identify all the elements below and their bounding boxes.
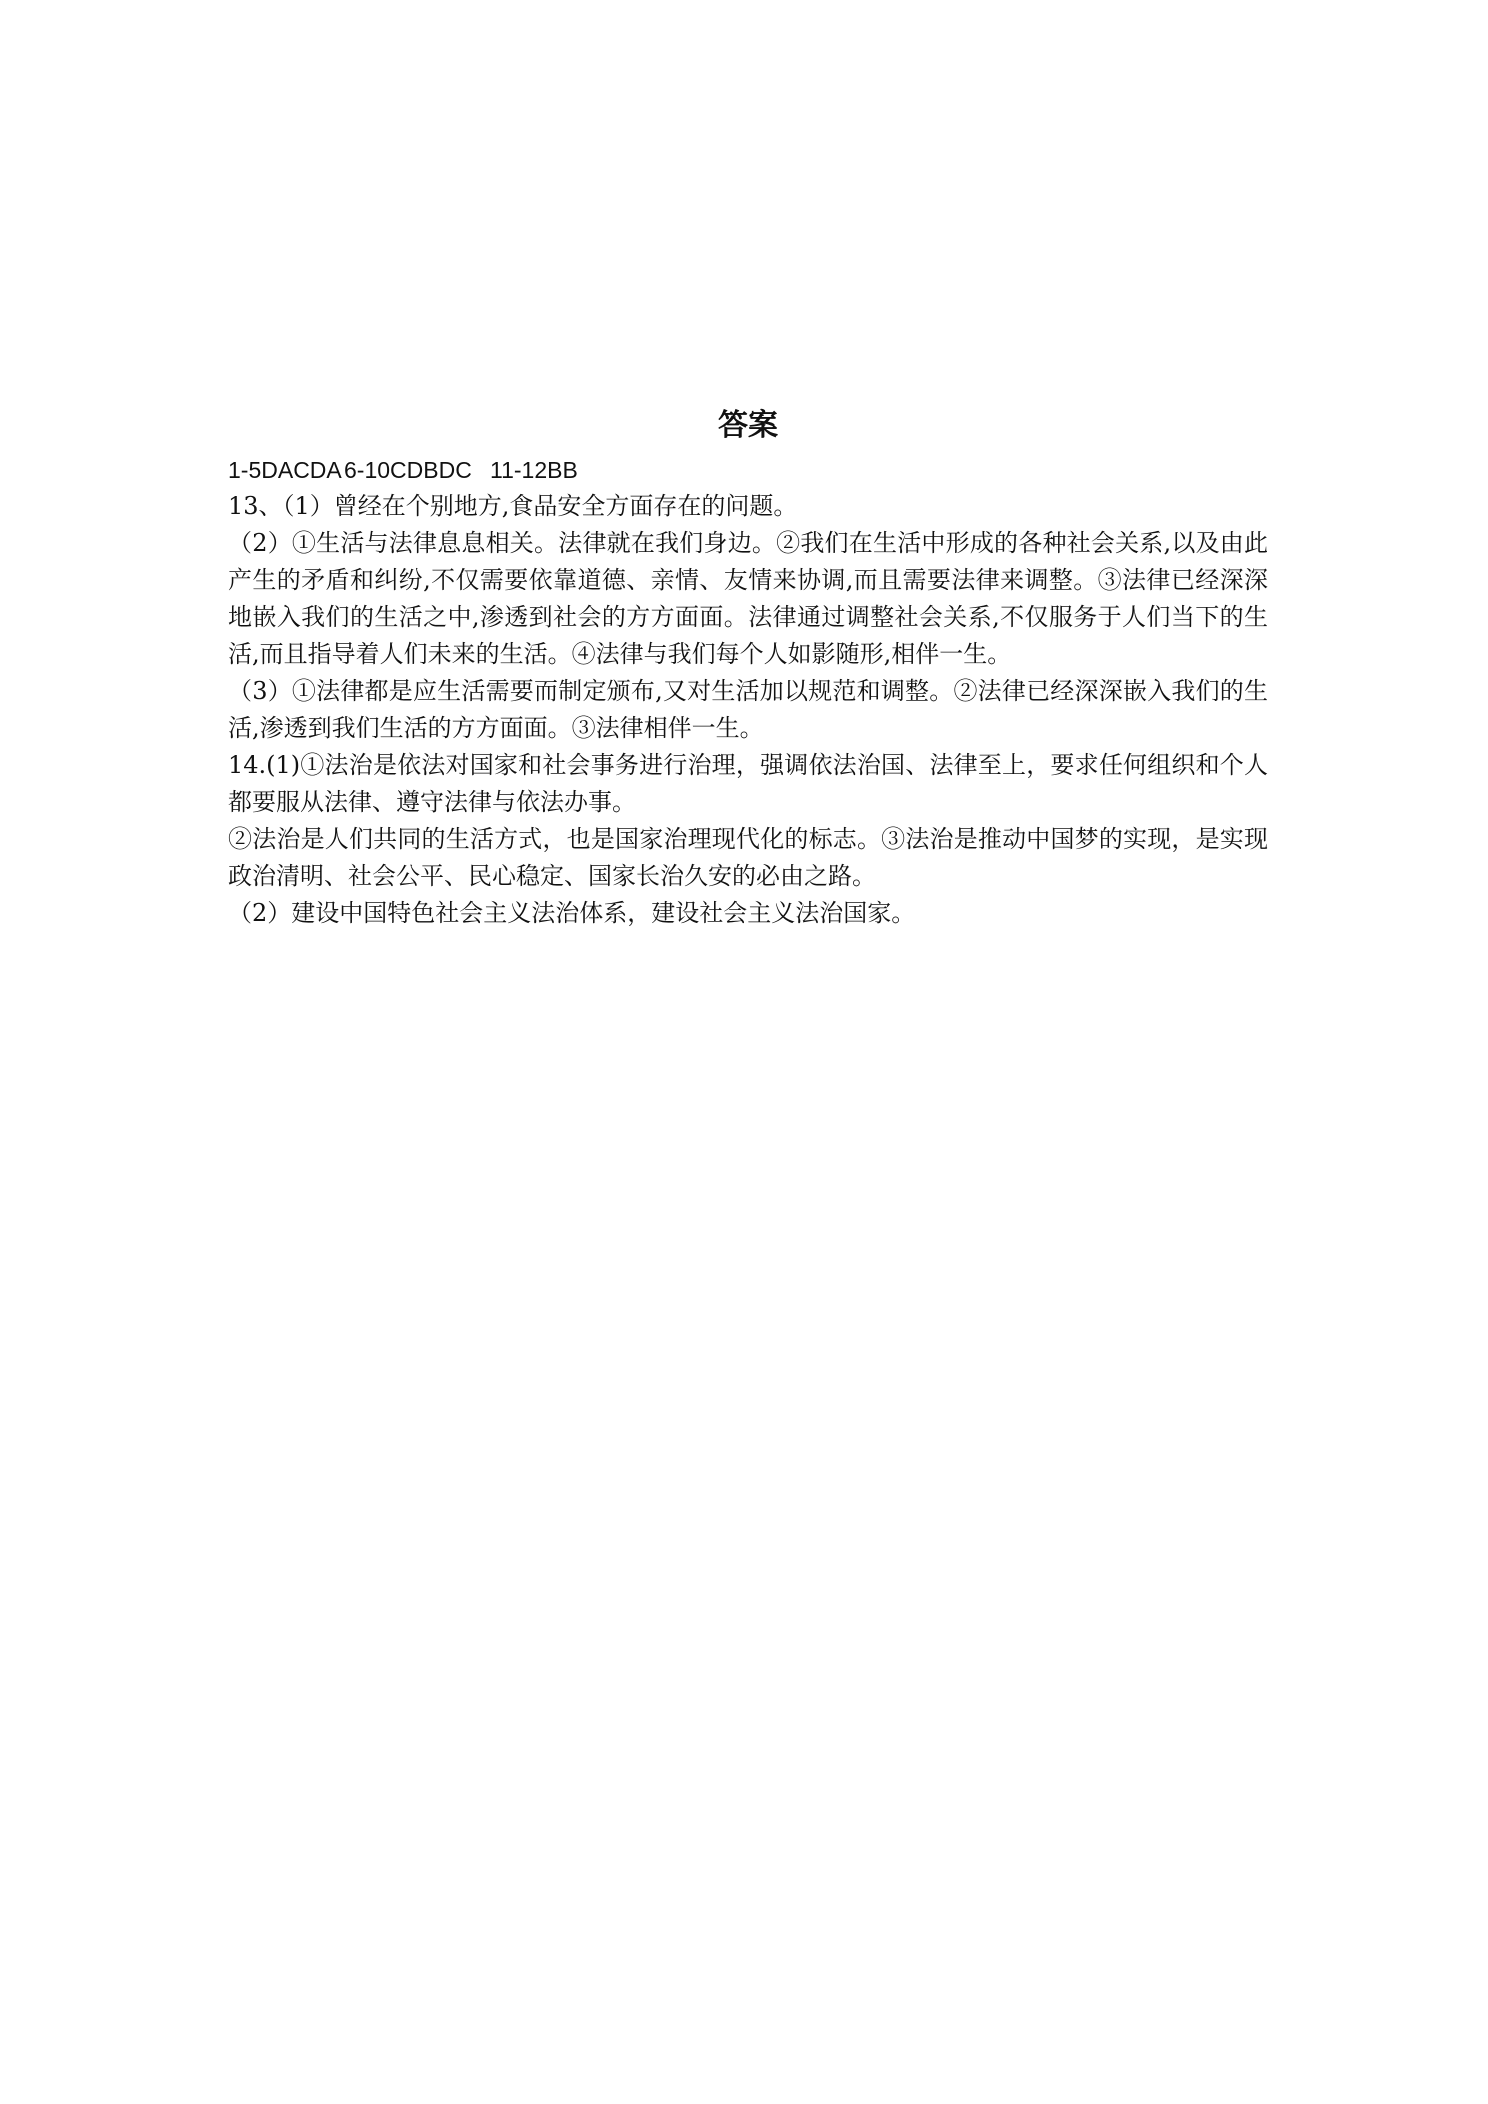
q13-part3 [228, 673, 1268, 747]
mc-answer-group-2: 6-10CDBDC [344, 457, 472, 483]
mc-answer-group-1: 1-5DACDA [228, 457, 342, 483]
answer-content [228, 404, 1268, 932]
q13-part1: 13、（1）曾经在个别地方,食品安全方面存在的问题。 [228, 492, 798, 520]
mc-answer-group-3: 11-12BB [490, 457, 578, 483]
q13-part2-text: （2）①生活与法律息息相关。法律就在我们身边。②我们在生活中形成的各种社会关系,以及由此产生的矛盾和纠纷,不仅需要依靠道德、亲情、友情来协调,而且需要法律来调整。③法律已经深深地嵌入我们的生活之中,渗透到社会的方方面面。法律通过调整社会关系,不仅服务于人们当下的生活,而且指导着人们未来的生活。④法律与我们每个人如影随形,相伴一生。 [228, 529, 1268, 668]
q14-part1-a [228, 747, 1268, 821]
q13-part2 [228, 525, 1268, 673]
q14-part1-b [228, 821, 1268, 895]
q13-part3-text: （3）①法律都是应生活需要而制定颁布,又对生活加以规范和调整。②法律已经深深嵌入我们的生活,渗透到我们生活的方方面面。③法律相伴一生。 [228, 677, 1268, 742]
q14-part2: （2）建设中国特色社会主义法治体系，建设社会主义法治国家。 [228, 899, 916, 927]
multiple-choice-answers [228, 452, 1268, 488]
page-title: 答案 [718, 408, 778, 443]
q14-part1-b-text: ②法治是人们共同的生活方式，也是国家治理现代化的标志。③法治是推动中国梦的实现，是实现政治清明、社会公平、民心稳定、国家长治久安的必由之路。 [228, 825, 1268, 890]
q14-part1-a-text: 14.(1)①法治是依法对国家和社会事务进行治理，强调依法治国、法律至上，要求任何组织和个人都要服从法律、遵守法律与依法办事。 [228, 751, 1268, 816]
